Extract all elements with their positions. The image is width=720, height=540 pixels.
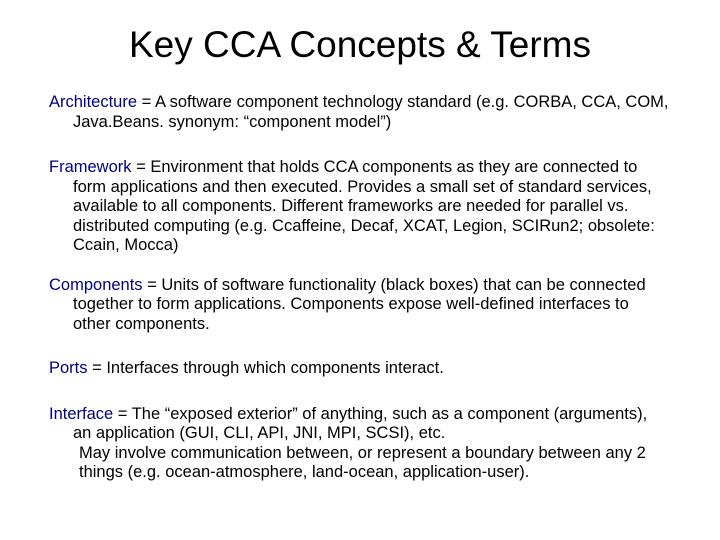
term-interface: Interface bbox=[49, 404, 114, 423]
definition-ports bbox=[49, 359, 669, 379]
definition-note-interface: May involve communication between, or represent a boundary between any 2 things (e.g. ocean-atmosphere, land-ocean, application-user). bbox=[79, 443, 646, 481]
term-framework: Framework bbox=[49, 158, 132, 176]
definitions-list bbox=[49, 93, 669, 483]
definition-text-framework: = Environment that holds CCA components as they are connected to form applications and then executed. Provides a small set of standard services, available to all components. Different frameworks are needed for parallel vs. distributed computing (e.g. Ccaffeine, Decaf, XCAT, Legion, SCIRun2; obsolete: Ccain, Mocca) bbox=[73, 158, 655, 254]
definition-text-ports: = Interfaces through which components interact. bbox=[87, 359, 444, 377]
term-architecture: Architecture bbox=[49, 93, 138, 111]
definition-text-interface: = The “exposed exterior” of anything, such as a component (arguments), an application (GUI, CLI, API, JNI, MPI, SCSI), etc. bbox=[73, 404, 648, 442]
definition-components bbox=[49, 276, 669, 335]
term-components: Components bbox=[49, 275, 143, 294]
term-ports: Ports bbox=[49, 359, 88, 377]
slide-title: Key CCA Concepts & Terms bbox=[129, 24, 591, 65]
definition-text-architecture: = A software component technology standard (e.g. CORBA, CCA, COM, Java.Beans. synonym: “component model”) bbox=[73, 93, 669, 131]
definition-text-components: = Units of software functionality (black boxes) that can be connected together to form applications. Components expose well-defined interfaces to other components. bbox=[73, 275, 646, 333]
definition-interface bbox=[49, 405, 669, 483]
definition-framework bbox=[49, 158, 669, 256]
definition-architecture bbox=[49, 93, 669, 132]
